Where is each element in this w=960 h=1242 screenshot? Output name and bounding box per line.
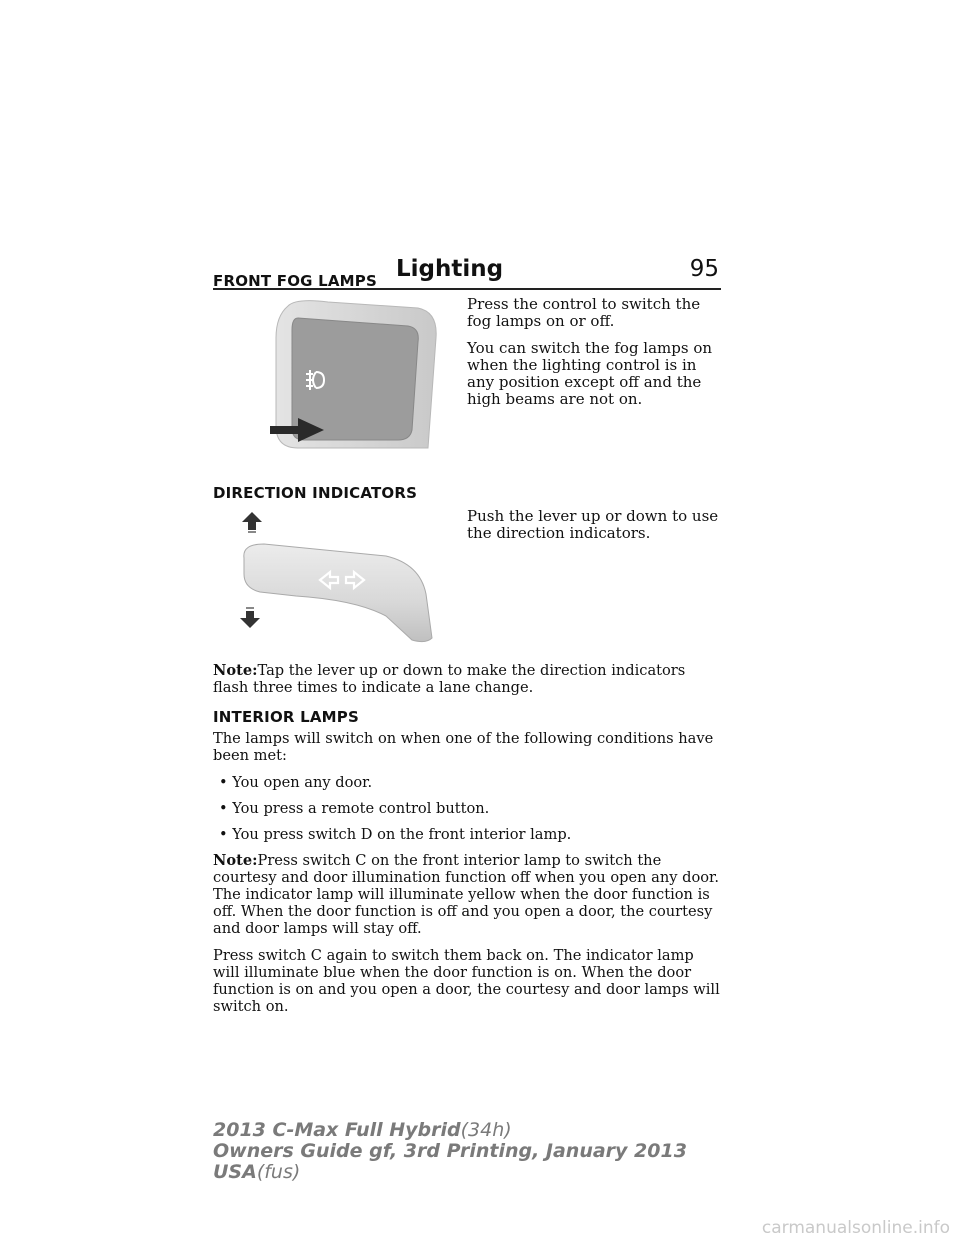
fog-lamps-heading: FRONT FOG LAMPS <box>213 272 377 290</box>
interior-lamps-closing: Press switch C again to switch them back on. The indicator lamp will illuminate blue when the door function is on. When the door function is on and you open a door, the courtesy and door lamps will switch on. <box>213 947 720 1015</box>
fog-lamp-switch-illustration <box>268 298 440 458</box>
interior-lamps-heading: INTERIOR LAMPS <box>213 708 359 726</box>
note-label: Note: <box>213 852 258 869</box>
footer-guide: Owners Guide gf, 3rd Printing, January 2013 <box>213 1140 687 1162</box>
watermark: carmanualsonline.info <box>761 1218 950 1238</box>
footer-market: USA <box>213 1161 257 1183</box>
interior-lamps-intro: The lamps will switch on when one of the following conditions have been met: <box>213 730 714 764</box>
footer-model-code: (34h) <box>460 1119 512 1141</box>
interior-lamps-note <box>213 852 723 937</box>
section-title: Lighting <box>396 256 504 282</box>
page-number: 95 <box>689 256 719 282</box>
list-item: • You press a remote control button. <box>219 800 490 817</box>
direction-indicators-note <box>213 662 723 696</box>
interior-lamps-section <box>213 730 723 1015</box>
footer-market-code: (fus) <box>256 1161 301 1183</box>
arrow-down-icon <box>240 608 260 628</box>
fog-lamps-paragraph-1: Press the control to switch the fog lamps on or off. <box>467 295 701 330</box>
list-item: • You open any door. <box>219 774 373 791</box>
list-item: • You press switch D on the front interior lamp. <box>219 826 572 843</box>
direction-indicator-lever-illustration <box>236 508 436 646</box>
direction-indicators-heading: DIRECTION INDICATORS <box>213 484 418 502</box>
arrow-up-icon <box>242 512 262 532</box>
note-text: Press switch C on the front interior lamp to switch the courtesy and door illumination function off when you open any door. The indicator lamp will illuminate yellow when the door function is off. When the door function is off and you open a door, the courtesy and door lamps will stay off. <box>213 852 720 937</box>
fog-lamps-paragraph-2: You can switch the fog lamps on when the lighting control is in any position except off and the high beams are not on. <box>467 339 713 408</box>
note-text: Tap the lever up or down to make the direction indicators flash three times to indicate a lane change. <box>213 662 686 696</box>
note-label: Note: <box>213 662 258 679</box>
direction-indicators-text <box>467 508 722 552</box>
footer-model: 2013 C-Max Full Hybrid <box>213 1119 461 1141</box>
page-footer <box>213 1120 687 1183</box>
direction-indicators-paragraph: Push the lever up or down to use the direction indicators. <box>467 507 719 542</box>
fog-lamps-text <box>467 296 722 418</box>
